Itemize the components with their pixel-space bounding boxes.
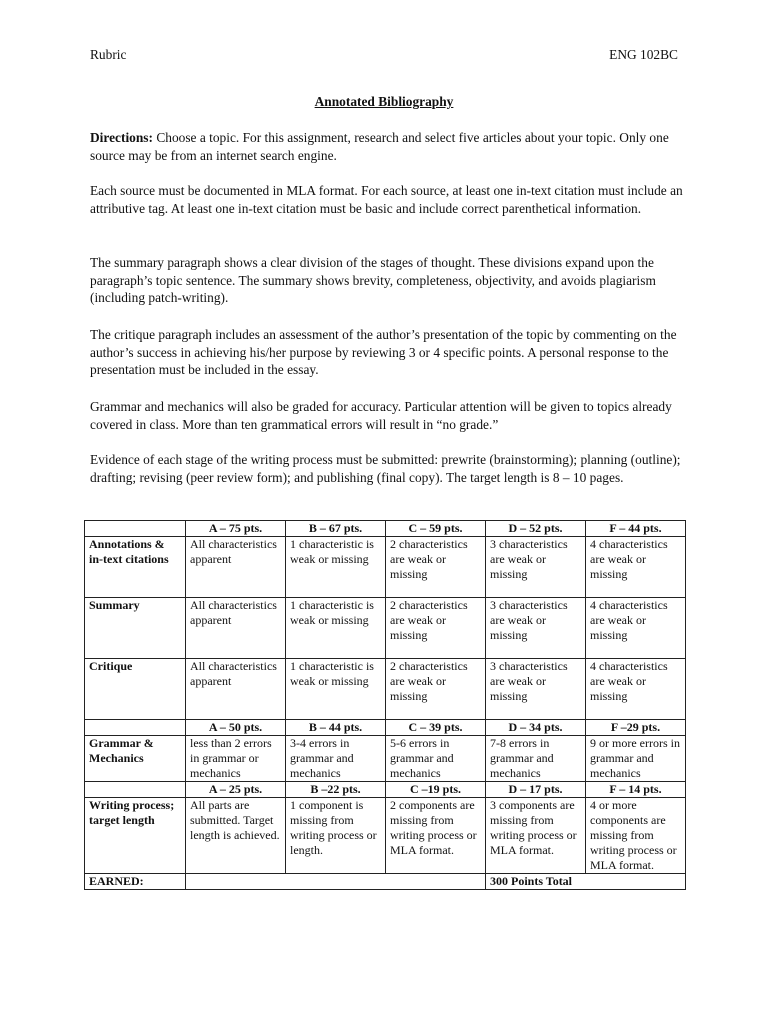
grade-header-cell: D – 17 pts. xyxy=(486,782,586,798)
grade-header-cell: B – 44 pts. xyxy=(286,720,386,736)
grade-header-cell: D – 34 pts. xyxy=(486,720,586,736)
directions-text: Choose a topic. For this assignment, research and select five articles about your topic. Only one source may be from an internet search engine. xyxy=(90,130,669,163)
directions-paragraph xyxy=(90,129,690,164)
page-title: Annotated Bibliography xyxy=(314,94,454,109)
rubric-cell: 2 components are missing from writing process or MLA format. xyxy=(386,798,486,874)
rubric-cell: 3 characteristics are weak or missing xyxy=(486,598,586,659)
grade-header-cell: F –29 pts. xyxy=(586,720,686,736)
grade-header-row xyxy=(85,521,686,537)
rubric-cell: 2 characteristics are weak or missing xyxy=(386,598,486,659)
grade-header-row xyxy=(85,720,686,736)
rubric-cell: 3 components are missing from writing process or MLA format. xyxy=(486,798,586,874)
grade-header-row xyxy=(85,782,686,798)
mla-paragraph: Each source must be documented in MLA format. For each source, at least one in-text citation must include an attributive tag. At least one in-text citation must be basic and include correct parenthetical information. xyxy=(90,183,683,216)
row-label: Grammar & Mechanics xyxy=(85,736,186,782)
grade-header-cell: B – 67 pts. xyxy=(286,521,386,537)
rubric-cell: All characteristics apparent xyxy=(186,659,286,720)
rubric-cell: 4 characteristics are weak or missing xyxy=(586,537,686,598)
rubric-row-writing-process xyxy=(85,798,686,874)
rubric-cell: 7-8 errors in grammar and mechanics xyxy=(486,736,586,782)
grammar-paragraph: Grammar and mechanics will also be graded for accuracy. Particular attention will be given to topics already covered in class. More than ten grammatical errors will result in “no grade.” xyxy=(90,399,672,432)
summary-paragraph: The summary paragraph shows a clear division of the stages of thought. These divisions expand upon the paragraph’s topic sentence. The summary shows brevity, completeness, objectivity, and avoids plagiarism (including patch-writing). xyxy=(90,255,656,305)
rubric-cell: 1 characteristic is weak or missing xyxy=(286,598,386,659)
earned-row xyxy=(85,874,686,890)
grade-header-cell: A – 75 pts. xyxy=(186,521,286,537)
rubric-cell: 1 component is missing from writing process or length. xyxy=(286,798,386,874)
rubric-table xyxy=(84,520,686,890)
critique-paragraph: The critique paragraph includes an assessment of the author’s presentation of the topic by commenting on the author’s success in achieving his/her purpose by reviewing 3 or 4 specific points. A personal response to the presentation must be included in the essay. xyxy=(90,327,677,377)
rubric-row-summary xyxy=(85,598,686,659)
header-course-label: Rubric xyxy=(90,47,127,62)
earned-score-cell xyxy=(186,874,486,890)
rubric-cell: less than 2 errors in grammar or mechanics xyxy=(186,736,286,782)
rubric-cell: 3-4 errors in grammar and mechanics xyxy=(286,736,386,782)
grade-header-cell: D – 52 pts. xyxy=(486,521,586,537)
row-label: Critique xyxy=(85,659,186,720)
row-label: Writing process; target length xyxy=(85,798,186,874)
grade-header-cell: C –19 pts. xyxy=(386,782,486,798)
rubric-cell: 2 characteristics are weak or missing xyxy=(386,659,486,720)
rubric-cell: All characteristics apparent xyxy=(186,537,286,598)
rubric-cell: All parts are submitted. Target length is achieved. xyxy=(186,798,286,874)
rubric-cell: 3 characteristics are weak or missing xyxy=(486,537,586,598)
grade-header-cell: B –22 pts. xyxy=(286,782,386,798)
row-label: Summary xyxy=(85,598,186,659)
header-blank-cell xyxy=(85,720,186,736)
rubric-cell: 4 or more components are missing from writing process or MLA format. xyxy=(586,798,686,874)
grade-header-cell: F – 44 pts. xyxy=(586,521,686,537)
rubric-cell: 5-6 errors in grammar and mechanics xyxy=(386,736,486,782)
rubric-row-annotations xyxy=(85,537,686,598)
grade-header-cell: C – 59 pts. xyxy=(386,521,486,537)
writing-process-paragraph: Evidence of each stage of the writing process must be submitted: prewrite (brainstorming); planning (outline); drafting; revising (peer review form); and publishing (final copy). The target length is 8 – 10 pages. xyxy=(90,452,681,485)
earned-label: EARNED: xyxy=(85,874,186,890)
rubric-cell: 4 characteristics are weak or missing xyxy=(586,598,686,659)
row-label: Annotations & in-text citations xyxy=(85,537,186,598)
rubric-cell: 9 or more errors in grammar and mechanics xyxy=(586,736,686,782)
rubric-cell: 1 characteristic is weak or missing xyxy=(286,537,386,598)
directions-label: Directions: xyxy=(90,130,153,145)
grade-header-cell: A – 25 pts. xyxy=(186,782,286,798)
rubric-cell: 3 characteristics are weak or missing xyxy=(486,659,586,720)
header-course-code: ENG 102BC xyxy=(609,47,678,62)
header-blank-cell xyxy=(85,521,186,537)
rubric-cell: 1 characteristic is weak or missing xyxy=(286,659,386,720)
grade-header-cell: A – 50 pts. xyxy=(186,720,286,736)
grade-header-cell: F – 14 pts. xyxy=(586,782,686,798)
rubric-row-critique xyxy=(85,659,686,720)
rubric-cell: 2 characteristics are weak or missing xyxy=(386,537,486,598)
grade-header-cell: C – 39 pts. xyxy=(386,720,486,736)
total-points-label: 300 Points Total xyxy=(486,874,686,890)
rubric-cell: All characteristics apparent xyxy=(186,598,286,659)
rubric-row-grammar xyxy=(85,736,686,782)
rubric-cell: 4 characteristics are weak or missing xyxy=(586,659,686,720)
header-blank-cell xyxy=(85,782,186,798)
